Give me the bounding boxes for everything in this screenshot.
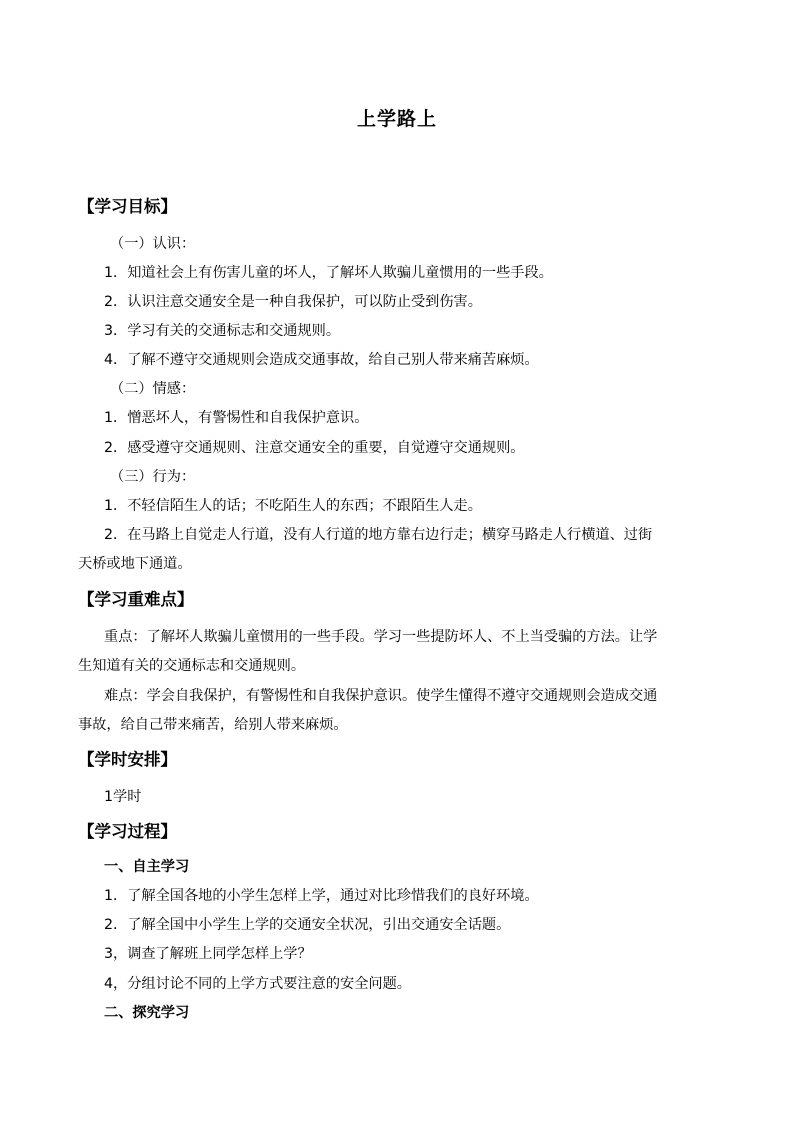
behavior-item: 2．在马路上自觉走人行道，没有人行道的地方靠右边行走；横穿马路走人行横道、过街 [104,527,653,543]
part2-label: 二、探究学习 [104,1005,190,1021]
cognition-item: 4．了解不遵守交通规则会造成交通事故，给自己别人带来痛苦麻烦。 [104,352,539,368]
document-title: 上学路上 [356,108,437,130]
cognition-item: 1．知道社会上有伤害儿童的坏人，了解坏人欺骗儿童惯用的一些手段。 [104,265,553,281]
key-point-line: 重点：了解坏人欺骗儿童惯用的一些手段。学习一些提防坏人、不上当受骗的方法。让学 [104,629,658,645]
cognition-item: 3．学习有关的交通标志和交通规则。 [104,323,341,339]
cognition-item: 2．认识注意交通安全是一种自我保护，可以防止受到伤害。 [104,294,482,310]
part1-item: 1．了解全国各地的小学生怎样上学，通过对比珍惜我们的良好环境。 [104,888,539,904]
behavior-item-continuation: 天桥或地下通道。 [78,556,192,572]
heading-schedule: 【学时安排】 [78,750,177,769]
emotion-item: 1．憎恶坏人，有警惕性和自我保护意识。 [104,410,369,426]
emotion-label: （二）情感： [110,381,196,397]
schedule-text: 1学时 [104,789,142,805]
part1-item: 3，调查了解班上同学怎样上学？ [104,946,312,962]
behavior-item: 1．不轻信陌生人的话；不吃陌生人的东西；不跟陌生人走。 [104,498,482,514]
behavior-label: （三）行为： [110,469,196,485]
key-point-line: 事故，给自己带来痛苦，给别人带来麻烦。 [78,717,348,733]
part1-item: 2．了解全国中小学生上学的交通安全状况，引出交通安全话题。 [104,917,511,933]
heading-learning-process: 【学习过程】 [78,822,177,841]
part1-item: 4，分组讨论不同的上学方式要注意的安全问题。 [104,976,411,992]
cognition-label: （一）认识： [110,236,196,252]
heading-learning-goals: 【学习目标】 [78,197,177,216]
heading-key-points: 【学习重难点】 [78,590,194,609]
key-point-line: 难点：学会自我保护，有警惕性和自我保护意识。使学生懂得不遵守交通规则会造成交通 [104,688,658,704]
emotion-item: 2．感受遵守交通规则、注意交通安全的重要，自觉遵守交通规则。 [104,440,525,456]
key-point-line: 生知道有关的交通标志和交通规则。 [78,658,306,674]
part1-label: 一、自主学习 [104,859,190,875]
